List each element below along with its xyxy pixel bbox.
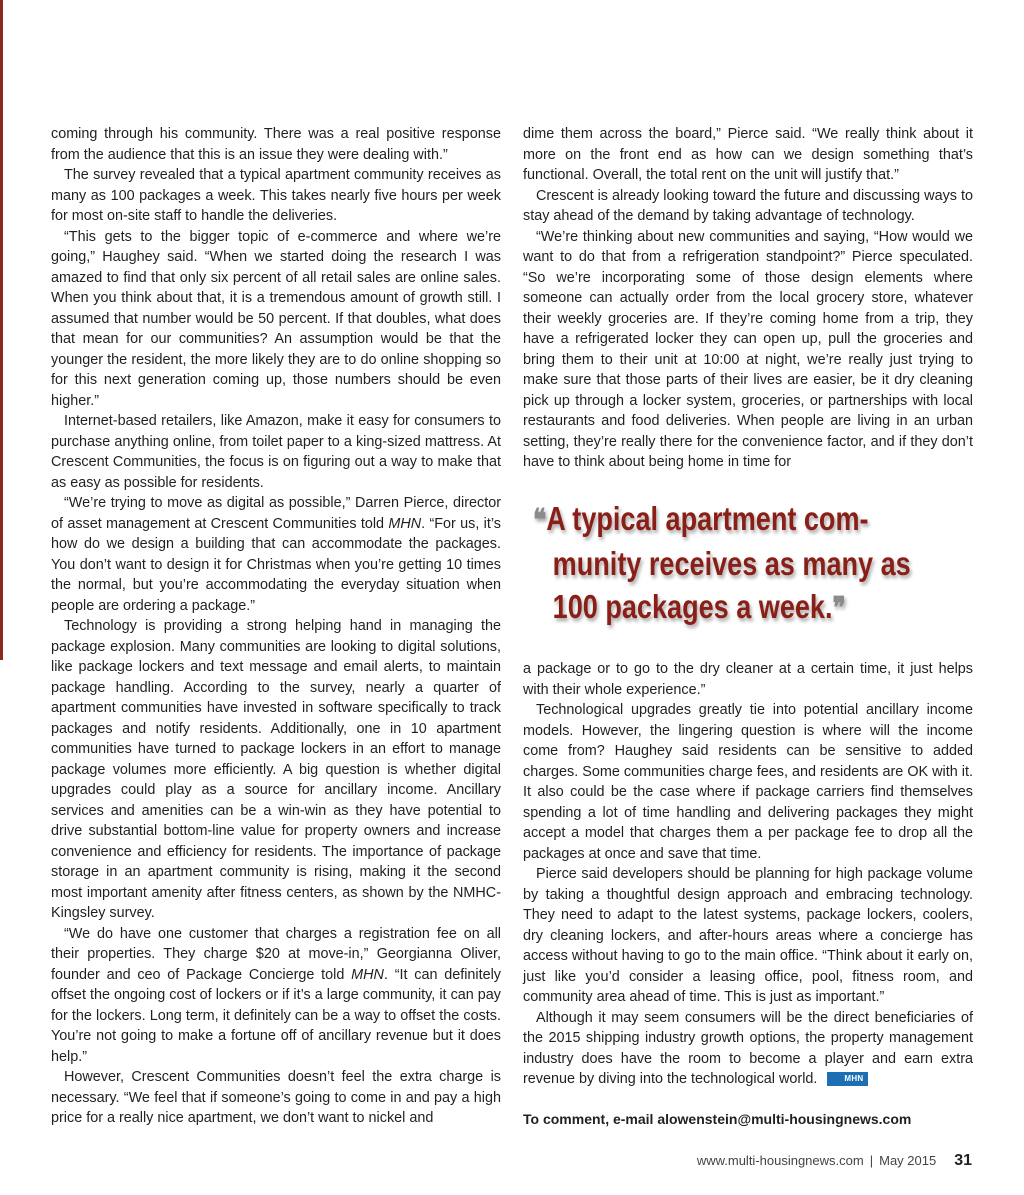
page-footer: [697, 1152, 972, 1170]
paragraph: Pierce said developers should be planning for high package volume by taking a thoughtful design approach and embracing technology. They need to adapt to the latest systems, package lockers, coolers, dry cleaning lockers, and after-hours areas where a concierge has access without having to go to the main office. “Think about it early on, just like you’d consider a leasing office, pool, fitness room, and community area ahead of time. This is just as important.”: [523, 866, 973, 1005]
paragraph-text: Although it may seem consumers will be the direct beneficiaries of the 2015 shipping industry growth options, the property management industry does have the room to become a player and earn extra revenue by diving into the technological world.: [523, 1009, 973, 1087]
paragraph: dime them across the board,” Pierce said. “We really think about it more on the front end as how can we design something that’s functional. Overall, the total rent on the unit will justify that.”: [523, 126, 973, 183]
pull-quote: [533, 497, 911, 630]
paragraph-text: . “For us, it’s how do we design a building that can accommodate the packages. You don’t want to design it for Christmas when you’re getting 10 times the normal, but you’re accommodating the everyday situation when people are ordering a package.”: [51, 515, 501, 614]
pull-quote-line: [533, 585, 902, 630]
paragraph: a package or to go to the dry cleaner at a certain time, it just helps with their whole experience.”: [523, 661, 973, 698]
comment-email-line: To comment, e-mail alowenstein@multi-housingnews.com: [523, 1111, 912, 1127]
paragraph: Internet-based retailers, like Amazon, make it easy for consumers to purchase anything online, from toilet paper to a king-sized mattress. At Crescent Communities, the focus is on figuring out a way to make that as easy as possible for residents.: [51, 413, 501, 491]
article-column-right-top: [523, 124, 973, 473]
article-column-right-bottom: [523, 659, 973, 1090]
paragraph-text: “We do have one customer that charges a registration fee on all their properties. They charge $20 at move-in,” Georgianna Oliver, founder and ceo of Package Concierge told: [51, 925, 501, 983]
page-number: 31: [954, 1152, 972, 1169]
paragraph: “This gets to the bigger topic of e-commerce and where we’re going,” Haughey said. “When we started doing the research I was amazed to find that only six percent of all retail sales are online sales. When you think about that, it is a tremendous amount of growth still. I assumed that number would be 50 percent. If that doubles, what does that mean for our communities? An assumption would be that the younger the resident, the more likely they are to do online shopping so for this next generation coming up, those numbers should be even higher.”: [51, 228, 501, 409]
page-edge-accent: [0, 0, 3, 660]
open-quote-icon: ❝: [533, 503, 547, 538]
footer-url: www.multi-housingnews.com: [696, 1153, 864, 1168]
paragraph: [51, 924, 501, 1068]
paragraph: [51, 493, 501, 616]
mhn-end-mark-icon: MHN: [827, 1072, 867, 1086]
paragraph: Crescent is already looking toward the future and discussing ways to stay ahead of the demand by taking advantage of technology.: [523, 187, 973, 224]
pull-quote-text: 100 packages a week.: [552, 588, 833, 625]
publication-name: MHN: [388, 515, 422, 532]
paragraph: Technological upgrades greatly tie into potential ancillary income models. However, the lingering question is where will the income come from? Haughey said residents can be sensitive to added charges. Some communities charge fees, and residents are OK with it. It also could be the case where if package carriers find themselves spending a lot of time handling and delivering packages they might accept a model that charges them a per package fee to drop all the packages at once and save that time.: [523, 702, 973, 862]
paragraph-text: . “It can definitely offset the ongoing cost of lockers or if it’s a large community, it can pay for the lockers. Long term, it definitely can be a way to offset the costs. You’re not going to make a fortune off of ancillary revenue but it does help.”: [51, 966, 502, 1065]
paragraph: coming through his community. There was a real positive response from the audience that this is an issue they were dealing with.”: [51, 126, 501, 163]
article-column-left: [51, 124, 501, 1129]
paragraph: “We’re thinking about new communities and saying, “How would we want to do that from a refrigeration standpoint?” Pierce speculated. “So we’re incorporating some of those design elements where someone can actually order from the local grocery store, whatever their weekly groceries are. If they’re coming home from a trip, they have a refrigerated locker they can open up, pull the groceries and bring them to their unit at 10:00 at night, we’re really just trying to make sure that those parts of their lives are easier, be it dry cleaning pick up through a locker system, groceries, or partnerships with local restaurants and food deliveries. When people are living in an urban setting, they’re really there for the convenience factor, and if they don’t have to think about being home in time for: [523, 228, 973, 470]
paragraph: [523, 1008, 973, 1090]
paragraph: The survey revealed that a typical apartment community receives as many as 100 packages a week. This takes nearly five hours per week for most on-site staff to handle the deliveries.: [51, 167, 501, 224]
paragraph: However, Crescent Communities doesn’t feel the extra charge is necessary. “We feel that if someone’s going to come in and pay a high price for a really nice apartment, we don’t want to nickel and: [51, 1069, 501, 1126]
paragraph: Technology is providing a strong helping hand in managing the package explosion. Many communities are looking to digital solutions, like package lockers and text message and email alerts, to maintain package handling. According to the survey, nearly a quarter of apartment communities have invested in software specifically to track packages and notify residents. Additionally, one in 10 apartment communities have turned to package lockers in an effort to manage package volumes more efficiently. A big question is whether digital upgrades could play as a source for ancillary income. Ancillary services and amenities can be a win-win as they have potential to drive substantial bottom-line value for property owners and increase convenience and efficiency for residents. The importance of package storage in an apartment community is rising, making it the second most important amenity after fitness centers, as shown by the NMHC-Kingsley survey.: [51, 618, 501, 921]
close-quote-icon: ❞: [832, 591, 846, 626]
paragraph-text: “We’re trying to move as digital as possible,” Darren Pierce, director of asset management at Crescent Communities told: [51, 495, 501, 532]
pull-quote-line: [533, 497, 902, 542]
publication-name: MHN: [351, 966, 384, 983]
footer-issue: May 2015: [879, 1153, 937, 1168]
pull-quote-line: munity receives as many as: [552, 545, 911, 582]
pull-quote-text: A typical apartment com-: [546, 500, 869, 537]
footer-separator: |: [869, 1153, 874, 1168]
